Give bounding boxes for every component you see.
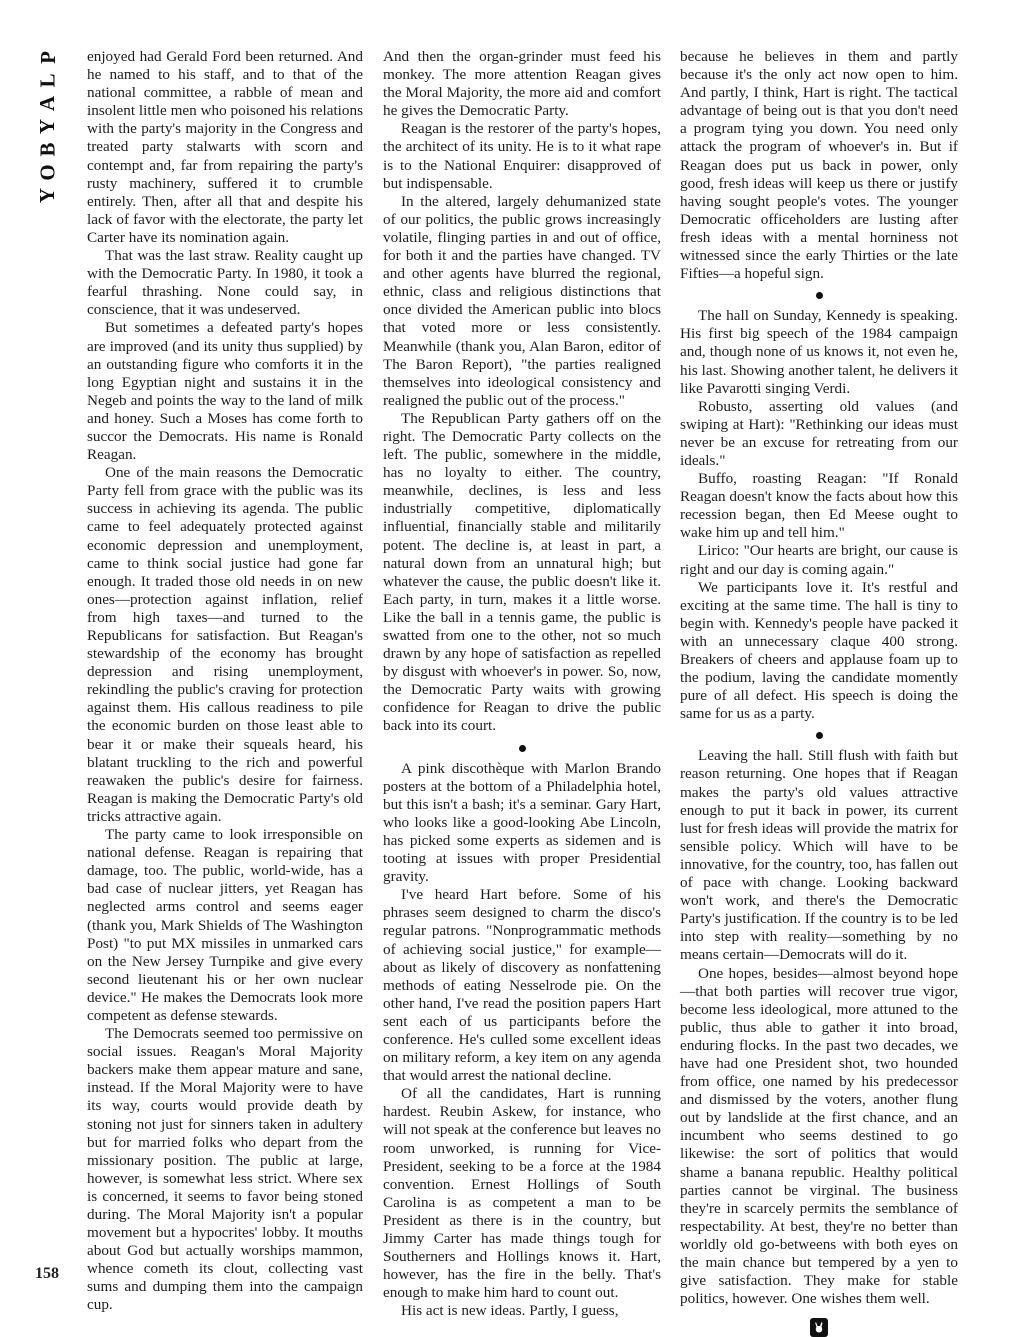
text-column-2 — [383, 48, 661, 1320]
masthead-letter: B — [35, 142, 60, 157]
paragraph: The Republican Party gathers off on the right. The Democratic Party collects on the left. The public, somewhere in the middle, has no loyalty to either. The country, meanwhile, declines, is less and less industrially competitive, diplomatically influential, financially stable and militarily potent. The decline is, at least in part, a natural down from an unnatural high; but whatever the cause, the public doesn't like it. Each party, in turn, makes it a little worse. Like the ball in a tennis game, the public is swatted from one to the other, not so much drawn by any hope of satisfaction as repelled by disgust with whoever's in power. So, now, the Democratic Party waits with growing confidence for Reagan to drive the public back into its court. — [383, 409, 661, 735]
masthead-letter: O — [35, 164, 60, 181]
text-column-3 — [680, 48, 958, 1337]
rabbit-head-end-icon — [810, 1318, 828, 1337]
paragraph: His act is new ideas. Partly, I guess, — [401, 1302, 619, 1320]
paragraph: Reagan is the restorer of the party's hopes, the architect of its unity. He is to it what rape is to the National Enquirer: disapproved of but indispensable. — [383, 120, 661, 192]
paragraph: because he believes in them and partly because it's the only act now open to him. And partly, I think, Hart is right. The tactical advantage of being out is that you don't need a program tying you down. You need only attack the program of whoever's in. But if Reagan does put us back in power, only good, fresh ideas will keep us there or justify having sought people's votes. The younger Democratic officeholders are lusting after fresh ideas with a mental horniness not witnessed since the early Thirties or the late Fifties—a hopeful sign. — [680, 48, 958, 283]
paragraph: I've heard Hart before. Some of his phrases seem designed to charm the disco's regular patrons. "Nonprogrammatic methods of achieving social justice," for example—about as likely of discovery as nonfattening methods of eating Nesselrode pie. On the other hand, I've read the position papers Hart sent each of us participants before the conference. He's culled some excellent ideas on military reform, a key item on any agenda that would arrest the national decline. — [383, 886, 661, 1085]
paragraph: Leaving the hall. Still flush with faith but reason returning. One hopes that if Reagan makes the party's old values attractive enough to put it back in power, its current lust for fresh ideas will provide the matrix for sensible policy. Which will have to be innovative, for the country, too, has fallen out of pace with change. Looking backward won't work, and there's the Democratic Party's justification. If the country is to be led into step with reality—something by no means certain—Democrats will do it. — [680, 747, 958, 964]
masthead-letter: P — [35, 51, 60, 64]
paragraph: Of all the candidates, Hart is running hardest. Reubin Askew, for instance, who will not speak at the conference but leaves no room unworked, is running for Vice-President, seeking to be a force at the 1984 convention. Ernest Hollings of South Carolina is as competent a man to be President as there is in the country, but Jimmy Carter has made things tough for Southerners and Hollings knows it. Hart, however, has the fire in the belly. That's enough to make him hard to count out. — [383, 1085, 661, 1302]
paragraph: The party came to look irresponsible on national defense. Reagan is repairing that damage, too. The public, world-wide, has a bad case of nuclear jitters, yet Reagan has neglected arms control and seems eager (thank you, Mark Shields of The Washington Post) "to put MX missiles in unmarked cars on the New Jersey Turnpike and give every second lieutenant his or her own nuclear device." He makes the Democrats look more competent as defense stewards. — [87, 826, 363, 1024]
paragraph: We participants love it. It's restful and exciting at the same time. The hall is tiny to begin with. Kennedy's people have packed it with an unnecessary claque 400 strong. Breakers of cheers and applause foam up to the podium, laving the candidate momently pure of all defect. His speech is doing the same for us as a party. — [680, 578, 958, 723]
paragraph: In the altered, largely dehumanized state of our politics, the public grows increasingly volatile, flinging parties in and out of office, for both it and the parties have changed. TV and other agents have blurred the regional, ethnic, class and religious distinctions that once divided the American public into blocs that voted more or less consistently. Meanwhile (thank you, Alan Baron, editor of The Baron Report), "the parties realigned themselves into ideological consistency and realigned the public out of the process." — [383, 192, 661, 409]
paragraph: The Democrats seemed too permissive on social issues. Reagan's Moral Majority backers make them appear mature and sane, instead. If the Moral Majority were to have its way, courts would provide death by stoning not just for sinners taken in adultery but for married folks who depart from the missionary position. The public at large, however, is somewhat less strict. Where sex is concerned, it seems to favor being stoned during. The Moral Majority isn't a popular movement but a hypocrites' lobby. It mouths about God but actually worships mammon, whence cometh its clout, collecting vast sums and dumping them into the campaign cup. — [87, 1025, 363, 1314]
paragraph: That was the last straw. Reality caught up with the Democratic Party. In 1980, it took a fearful thrashing. None could say, in conscience, that it was undeserved. — [87, 247, 363, 319]
paragraph: Lirico: "Our hearts are bright, our cause is right and our day is coming again." — [680, 542, 958, 578]
paragraph: But sometimes a defeated party's hopes are improved (and its unity thus supplied) by an outstanding figure who comforts it in the long Egyptian night and sustains it in the Negeb and points the way to the land of milk and honey. Such a Moses has come forth to succor the Democrats. His name is Ronald Reagan. — [87, 319, 363, 464]
paragraph: Buffo, roasting Reagan: "If Ronald Reagan doesn't know the facts about how this recession began, then Ed Meese ought to wake him up and tell him." — [680, 470, 958, 542]
paragraph: One of the main reasons the Democratic Party fell from grace with the public was its success in achieving its agenda. The public came to feel adequately protected against economic depression and unemployment, came to think social justice had gone far enough. It traded those old needs in on new ones—protection against inflation, relief from high taxes—and turned to the Republicans for satisfaction. But Reagan's stewardship of the economy has brought depression and rising unemployment, rekindling the public's craving for protection against them. His callous readiness to pile the economic burden on those least able to bear it or make their squeals heard, his blatant truckling to the rich and powerful reawaken the public's desire for fairness. Reagan is making the Democratic Party's old tricks attractive again. — [87, 464, 363, 825]
paragraph: One hopes, besides—almost beyond hope—that both parties will recover true vigor, become less ideological, more attuned to the public, thus able to gather it into broad, enduring flocks. In the past two decades, we have had one President shot, two hounded from office, one named by his predecessor and dismissed by the voters, another flung out by landslide at the first chance, and an incumbent who seems destined to go likewise: the sort of politics that would shame a banana republic. Healthy political parties cannot be virginal. The business they're in scarcely permits the semblance of respectability. At best, they're no better than worldly old go-betweens with both eyes on the main chance but tempered by a yen to give satisfaction. They make for stable politics, however. One wishes them well. — [680, 964, 958, 1308]
paragraph: enjoyed had Gerald Ford been returned. And he named to his staff, and to that of the national committee, a rabble of mean and insolent little men who poisoned his relations with the party's majority in the Congress and treated party stalwarts with scorn and contempt and, far from repairing the party's rusty machinery, suffered it to crumble entirely. Then, after all that and despite his lack of favor with the electorate, the party let Carter have its nomination again. — [87, 48, 363, 246]
section-bullet-separator — [816, 732, 823, 739]
paragraph: And then the organ-grinder must feed his monkey. The more attention Reagan gives the Moral Majority, the more aid and comfort he gives the Democratic Party. — [383, 48, 661, 120]
rabbit-head-glyph — [813, 1321, 825, 1334]
magazine-masthead — [30, 46, 66, 207]
section-bullet-separator — [519, 745, 526, 752]
masthead-letter: Y — [35, 187, 60, 204]
masthead-letter: L — [35, 73, 60, 88]
paragraph: The hall on Sunday, Kennedy is speaking. His first big speech of the 1984 campaign and, though none of us knows it, not even he, his last. Showing another talent, he delivers it like Pavarotti singing Verdi. — [680, 307, 958, 397]
paragraph: A pink discothèque with Marlon Brando posters at the bottom of a Philadelphia hotel, but this isn't a bash; it's a seminar. Gary Hart, who looks like a good-looking Abe Lincoln, has picked some experts as sidemen and is tooting at issues with proper Presidential gravity. — [383, 759, 661, 886]
paragraph: Robusto, asserting old values (and swiping at Hart): "Rethinking our ideas must never be an excuse for retreating from our ideals." — [680, 397, 958, 469]
section-bullet-separator — [816, 292, 823, 299]
text-column-1 — [87, 48, 363, 1315]
page-number: 158 — [35, 1265, 59, 1282]
masthead-letter: A — [35, 95, 60, 112]
masthead-letter: Y — [35, 118, 60, 135]
